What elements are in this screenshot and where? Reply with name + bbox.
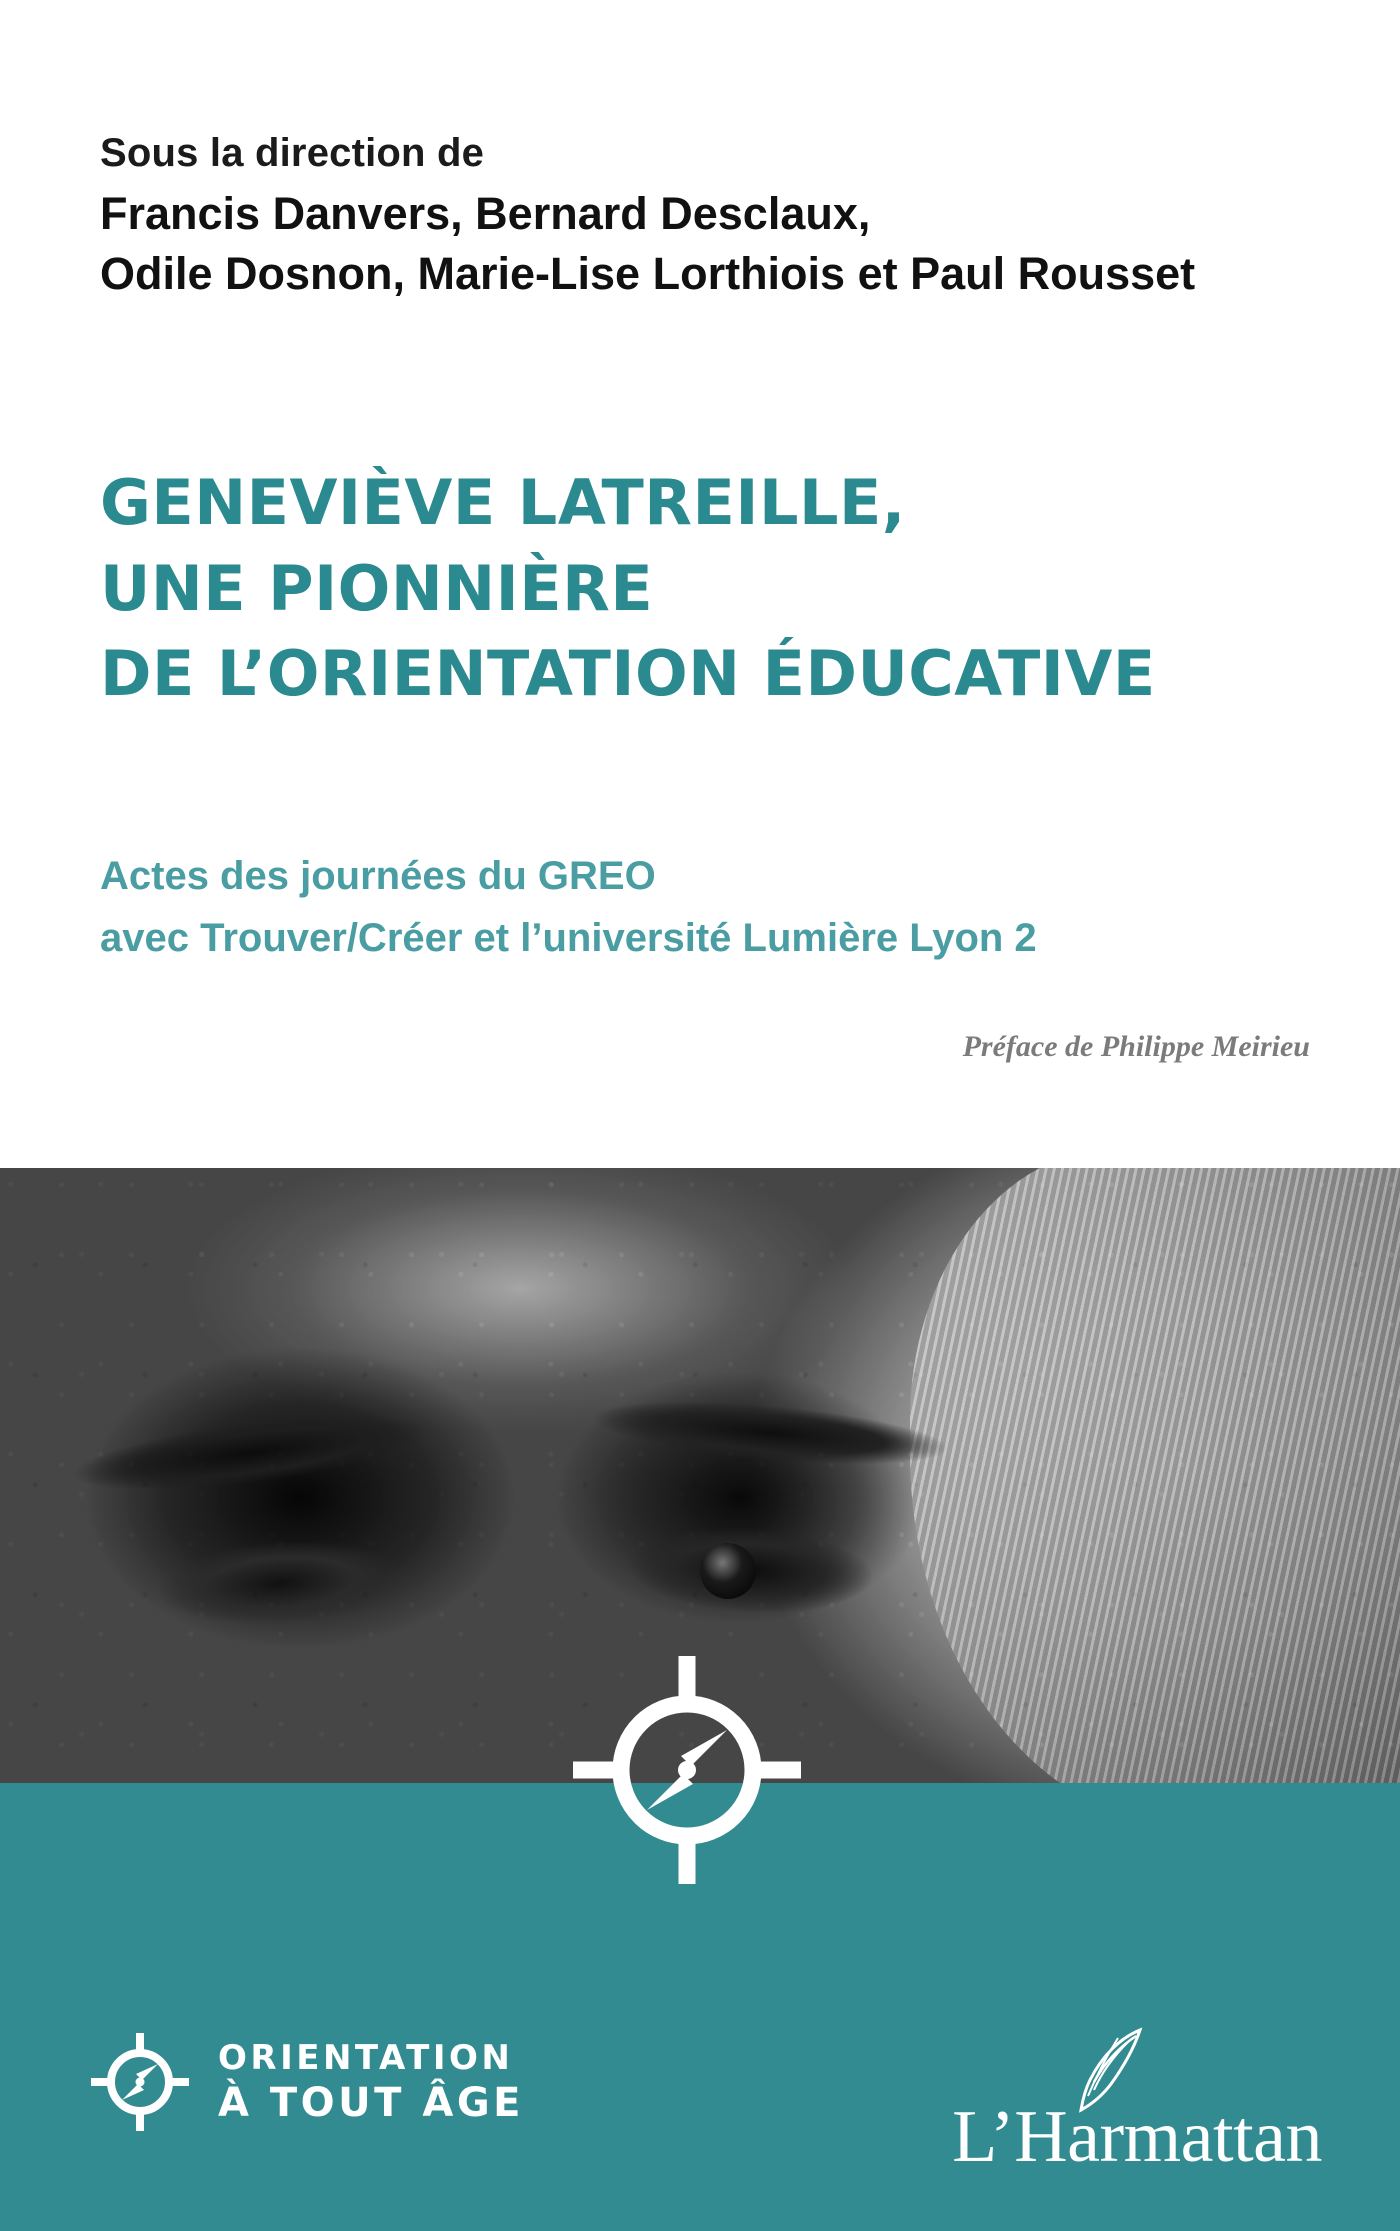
subtitle [100,845,1300,969]
editors-names-line-2: Odile Dosnon, Marie-Lise Lorthiois et Paul Rousset [100,247,1196,299]
collection-line-2: À TOUT ÂGE [218,2080,524,2127]
preface-credit: Préface de Philippe Meirieu [962,1030,1310,1063]
editors-block [100,128,1310,304]
publisher-name: L’Harmattan [952,2096,1322,2178]
collection-compass-icon [88,2030,192,2134]
page-title [100,460,1280,717]
collection-title [218,2037,524,2128]
editors-lead-label: Sous la direction de [100,131,485,175]
title-line-1: GENEVIÈVE LATREILLE, [100,466,906,539]
compass-icon [567,1650,807,1890]
subtitle-line-1: Actes des journées du GREO [100,854,656,898]
title-line-2: UNE PIONNIÈRE [100,551,654,625]
title-line-3: DE L’ORIENTATION ÉDUCATIVE [100,637,1156,711]
subtitle-line-2: avec Trouver/Créer et l’université Lumière Lyon 2 [100,916,1037,960]
editors-names-line-1: Francis Danvers, Bernard Desclaux, [100,188,871,239]
collection-logo [88,2030,524,2134]
publisher-logo [952,2040,1322,2180]
collection-line-1: ORIENTATION [218,2037,514,2078]
